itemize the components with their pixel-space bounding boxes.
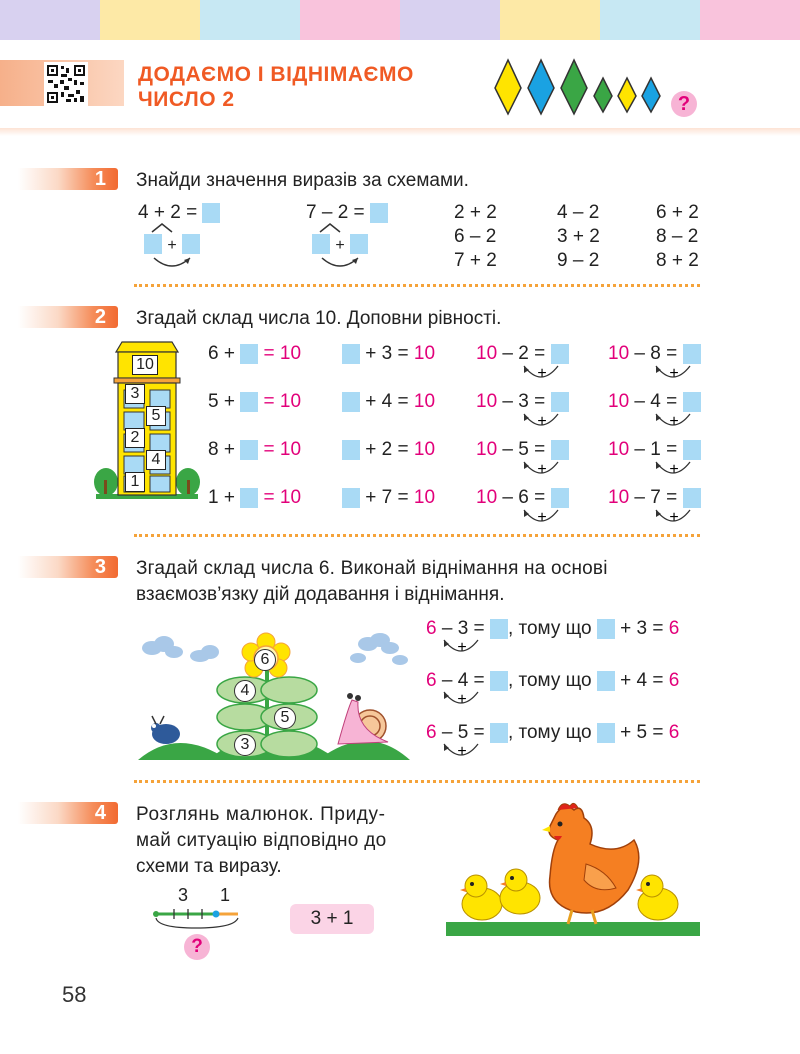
task2-instruction: Згадай склад числа 10. Доповни рівності.	[136, 308, 502, 329]
page-title	[138, 62, 414, 112]
task2-col4-row: 10 – 4 =	[608, 391, 701, 413]
segment-label-1: 1	[220, 885, 231, 905]
stripe	[200, 0, 300, 40]
svg-text:+: +	[669, 413, 679, 430]
svg-text:+: +	[537, 509, 547, 526]
plus-arc-icon	[652, 458, 694, 482]
flower-leaf-number: 4	[234, 680, 256, 702]
svg-text:+: +	[537, 365, 547, 382]
task1-col3-r3: 8 + 2	[656, 250, 699, 271]
answer-box[interactable]	[370, 203, 388, 223]
plus-arc-icon	[440, 636, 482, 660]
plus-arc-icon	[440, 740, 482, 764]
svg-text:+: +	[167, 237, 177, 254]
stripe	[600, 0, 700, 40]
answer-box[interactable]	[342, 392, 360, 412]
task2-col2-row: + 2 = 10	[342, 439, 435, 461]
svg-text:+: +	[669, 365, 679, 382]
answer-box[interactable]	[240, 488, 258, 508]
diamonds-decoration-icon	[494, 58, 669, 118]
expression-card: 3 + 1	[290, 904, 374, 934]
task2-col1-row: 6 + = 10	[208, 343, 302, 364]
task4-instruction: Розглянь малюнок. Приду- май ситуацію відповідно до схеми та виразу.	[136, 804, 387, 877]
dotted-divider	[134, 534, 700, 537]
answer-box[interactable]	[490, 671, 508, 691]
task1-col1-r1: 2 + 2	[454, 202, 497, 223]
task1-scheme-a	[138, 202, 220, 224]
task3-row: 6 – 5 = , тому що + 5 = 6	[426, 722, 680, 743]
stripe	[0, 0, 100, 40]
header-divider	[0, 128, 800, 136]
flower-number-top: 6	[254, 649, 276, 671]
flower-leaf-number: 5	[274, 707, 296, 729]
tower-top-number: 10	[132, 355, 158, 375]
task1-col1-r2: 6 – 2	[454, 226, 497, 247]
flower-leaf-number: 3	[234, 734, 256, 756]
svg-text:+: +	[457, 639, 467, 656]
scheme-a-diagram	[140, 222, 210, 272]
answer-box[interactable]	[202, 203, 220, 223]
answer-box[interactable]	[551, 488, 569, 508]
scheme-b-diagram	[308, 222, 378, 272]
task2-col2-row: + 3 = 10	[342, 343, 435, 365]
stripe	[400, 0, 500, 40]
task3-row: 6 – 4 = , тому що + 4 = 6	[426, 670, 680, 691]
task1-col1-r3: 7 + 2	[454, 250, 497, 271]
task-number-3: 3	[18, 556, 118, 578]
tower-cell: 3	[125, 384, 145, 404]
answer-box[interactable]	[342, 344, 360, 364]
task1-col2-r2: 3 + 2	[557, 226, 600, 247]
segment-scheme-diagram	[150, 904, 246, 936]
task-number-4: 4	[18, 802, 118, 824]
tower-cell: 1	[125, 472, 145, 492]
stripe	[700, 0, 800, 40]
stripe	[100, 0, 200, 40]
title-line-2: ЧИСЛО 2	[138, 88, 235, 111]
svg-text:+: +	[537, 413, 547, 430]
answer-box[interactable]	[342, 488, 360, 508]
plus-arc-icon	[520, 410, 562, 434]
dotted-divider	[134, 780, 700, 783]
task1-instruction: Знайди значення виразів за схемами.	[136, 170, 469, 191]
scheme-b-text: 7 – 2 =	[306, 202, 365, 223]
plus-arc-icon	[520, 362, 562, 386]
answer-box[interactable]	[240, 392, 258, 412]
task-number-2: 2	[18, 306, 118, 328]
dotted-divider	[134, 284, 700, 287]
answer-box[interactable]	[490, 619, 508, 639]
answer-box[interactable]	[240, 440, 258, 460]
tower-cell: 4	[146, 450, 166, 470]
hen-and-chicks-illustration	[446, 800, 700, 936]
answer-box[interactable]	[551, 392, 569, 412]
plus-arc-icon	[652, 410, 694, 434]
tower-cell: 2	[125, 428, 145, 448]
answer-box[interactable]	[683, 344, 701, 364]
stripe	[300, 0, 400, 40]
plus-arc-icon	[440, 688, 482, 712]
segment-label-3: 3	[178, 885, 189, 905]
page-number: 58	[62, 982, 87, 1007]
task2-col1-row: 8 + = 10	[208, 439, 302, 460]
task-number-1: 1	[18, 168, 118, 190]
task1-col3-r2: 8 – 2	[656, 226, 699, 247]
question-badge-icon: ?	[671, 91, 697, 117]
question-badge-icon: ?	[184, 934, 210, 960]
answer-box[interactable]	[597, 723, 615, 743]
svg-text:+: +	[669, 509, 679, 526]
task2-col1-row: 1 + = 10	[208, 487, 302, 508]
answer-box[interactable]	[342, 440, 360, 460]
answer-box[interactable]	[683, 392, 701, 412]
scheme-a-text: 4 + 2 =	[138, 202, 198, 223]
task2-col2-row: + 7 = 10	[342, 487, 435, 509]
title-line-1: ДОДАЄМО І ВІДНІМАЄМО	[138, 63, 414, 86]
task2-col3-row: 10 – 5 =	[476, 439, 569, 461]
answer-box[interactable]	[683, 440, 701, 460]
answer-box[interactable]	[490, 723, 508, 743]
answer-box[interactable]	[551, 440, 569, 460]
plus-arc-icon	[520, 506, 562, 530]
task2-col3-row: 10 – 3 =	[476, 391, 569, 413]
answer-box[interactable]	[551, 344, 569, 364]
task1-scheme-b	[306, 202, 388, 224]
task2-col4-row: 10 – 8 =	[608, 343, 701, 365]
answer-box[interactable]	[683, 488, 701, 508]
task3-instruction: Згадай склад числа 6. Виконай віднімання на основі взаємозв’язку дій додавання і віднімання.	[136, 558, 608, 605]
tower-cell: 5	[146, 406, 166, 426]
task1-col3-r1: 6 + 2	[656, 202, 699, 223]
task2-col4-row: 10 – 1 =	[608, 439, 701, 461]
answer-box[interactable]	[597, 619, 615, 639]
answer-box[interactable]	[597, 671, 615, 691]
flower-illustration	[138, 630, 410, 765]
task3-row: 6 – 3 = , тому що + 3 = 6	[426, 618, 680, 639]
task1-col2-r1: 4 – 2	[557, 202, 600, 223]
answer-box[interactable]	[240, 344, 258, 364]
plus-arc-icon	[652, 362, 694, 386]
stripe	[500, 0, 600, 40]
qr-code-icon[interactable]	[44, 62, 88, 106]
task2-col4-row: 10 – 7 =	[608, 487, 701, 509]
plus-arc-icon	[520, 458, 562, 482]
svg-text:+: +	[457, 743, 467, 760]
svg-text:+: +	[335, 237, 345, 254]
task2-col3-row: 10 – 2 =	[476, 343, 569, 365]
task1-col2-r3: 9 – 2	[557, 250, 600, 271]
task2-col3-row: 10 – 6 =	[476, 487, 569, 509]
task2-col1-row: 5 + = 10	[208, 391, 302, 412]
task2-col2-row: + 4 = 10	[342, 391, 435, 413]
svg-text:+: +	[457, 691, 467, 708]
plus-arc-icon	[652, 506, 694, 530]
svg-text:+: +	[537, 461, 547, 478]
svg-text:+: +	[669, 461, 679, 478]
